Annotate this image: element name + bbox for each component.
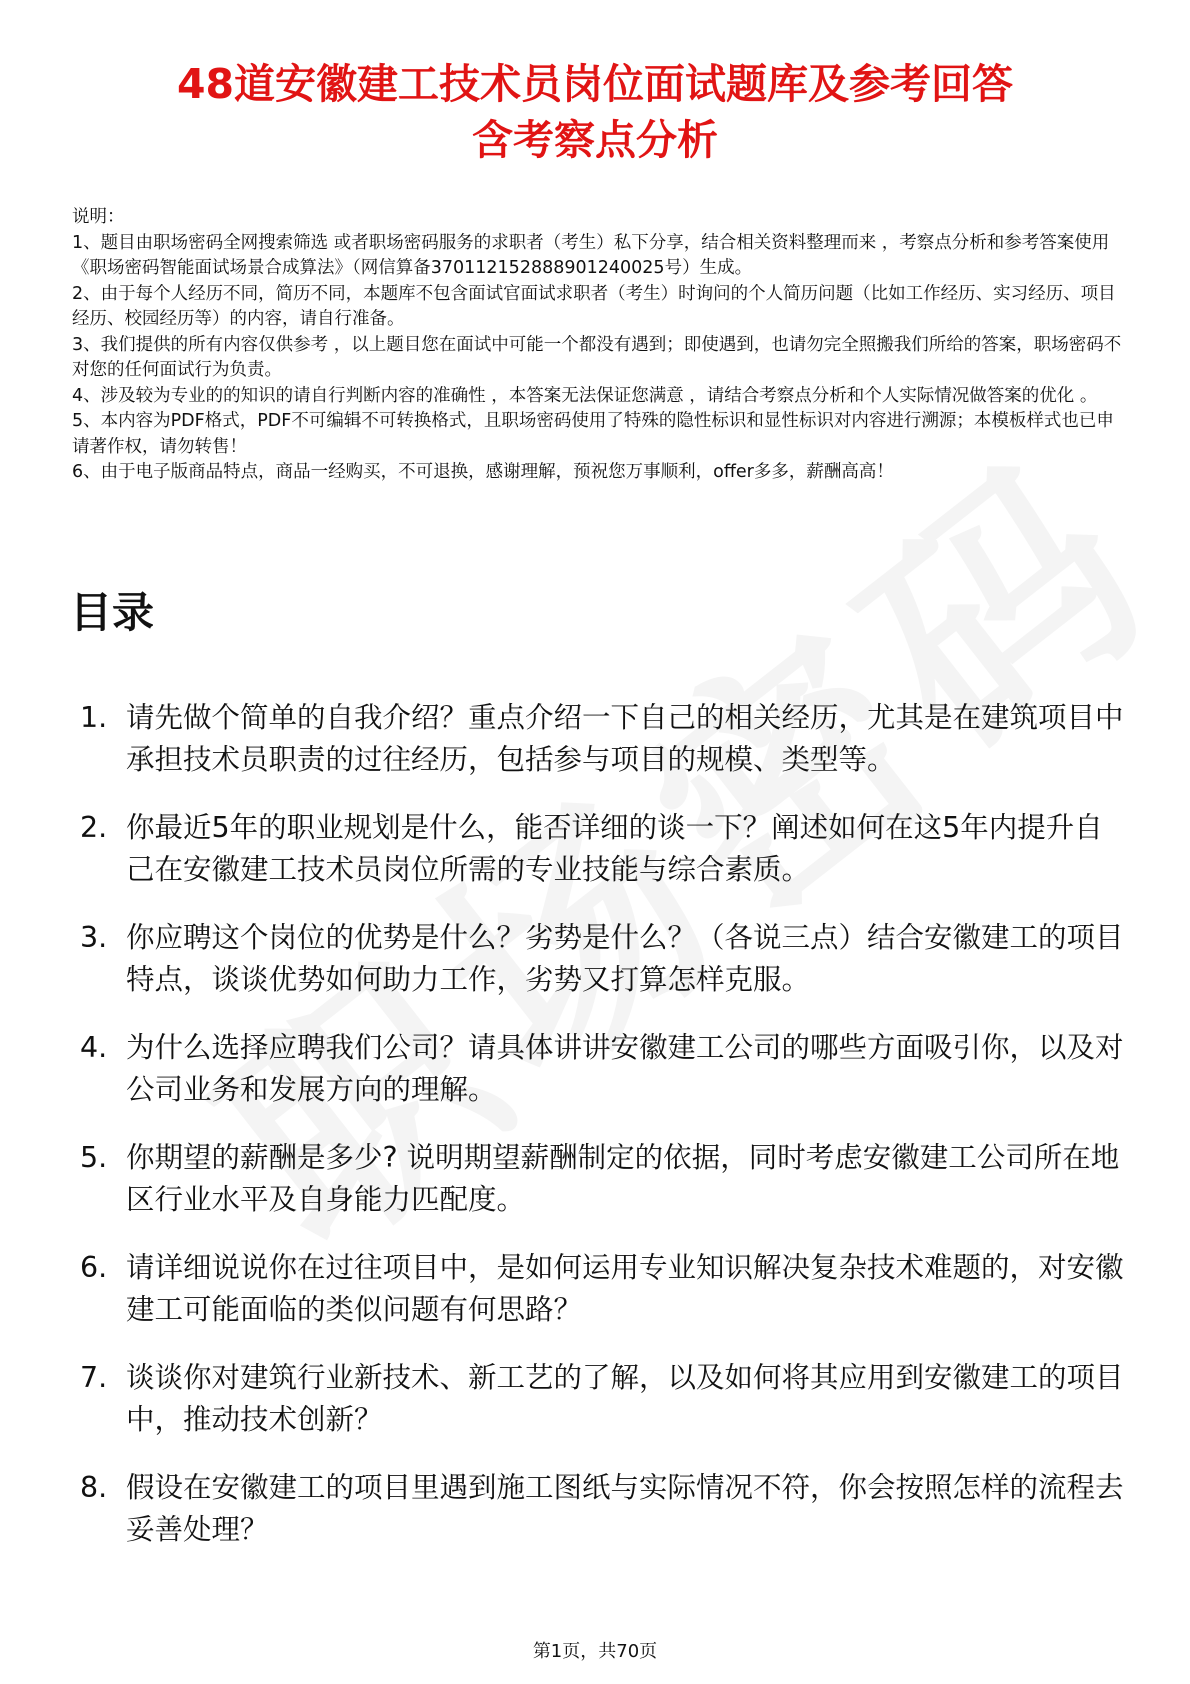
toc-item-number: 8. [80,1471,108,1504]
toc-item-text: 为什么选择应聘我们公司？请具体讲讲安徽建工公司的哪些方面吸引你，以及对公司业务和发展方向的理解。 [126,1031,1124,1106]
page-footer: 第1页，共70页 [532,1641,658,1662]
toc-item-text: 你应聘这个岗位的优势是什么？劣势是什么？（各说三点）结合安徽建工的项目特点，谈谈优势如何助力工作，劣势又打算怎样克服。 [126,921,1124,996]
toc-item-number: 2. [80,811,108,844]
toc-item-number: 7. [80,1361,108,1394]
notes-heading: 说明： [72,207,125,227]
note-item: 4、涉及较为专业的的知识的请自行判断内容的准确性 ，本答案无法保证您满意 ，请结合考察点分析和个人实际情况做答案的优化 。 [72,385,1098,406]
toc-item[interactable] [70,917,1130,1001]
toc-item-number: 1. [80,701,108,734]
note-item: 1、题目由职场密码全网搜索筛选 或者职场密码服务的求职者（考生）私下分享，结合相关资料整理而来 ，考察点分析和参考答案使用《职场密码智能面试场景合成算法》（网信算备370112152888901240025号）生成。 [72,232,1110,278]
note-item: 2、由于每个人经历不同，简历不同，本题库不包含面试官面试求职者（考生）时询问的个人简历问题（比如工作经历、实习经历、项目经历、校园经历等）的内容，请自行准备。 [72,283,1116,329]
toc-item-number: 4. [80,1031,108,1064]
toc-item-text: 请详细说说你在过往项目中，是如何运用专业知识解决复杂技术难题的，对安徽建工可能面临的类似问题有何思路？ [126,1251,1124,1326]
notes-section [72,205,1122,486]
toc-item[interactable] [70,1357,1130,1441]
title-line-2: 含考察点分析 [472,116,718,164]
toc-heading: 目录 [70,588,155,637]
toc-item-text: 请先做个简单的自我介绍？重点介绍一下自己的相关经历，尤其是在建筑项目中承担技术员职责的过往经历，包括参与项目的规模、类型等。 [126,701,1124,776]
toc-item-text: 你期望的薪酬是多少? 说明期望薪酬制定的依据，同时考虑安徽建工公司所在地区行业水平及自身能力匹配度。 [126,1141,1120,1216]
toc-item-number: 6. [80,1251,108,1284]
toc-item-text: 你最近5年的职业规划是什么，能否详细的谈一下？阐述如何在这5年内提升自己在安徽建工技术员岗位所需的专业技能与综合素质。 [126,811,1103,886]
page-title [60,56,1130,168]
toc-item[interactable] [70,1467,1130,1551]
toc-item-text: 假设在安徽建工的项目里遇到施工图纸与实际情况不符，你会按照怎样的流程去妥善处理？ [126,1471,1124,1546]
note-item: 6、由于电子版商品特点，商品一经购买，不可退换，感谢理解，预祝您万事顺利，offer多多，薪酬高高！ [72,462,894,482]
note-item: 5、本内容为PDF格式，PDF不可编辑不可转换格式，且职场密码使用了特殊的隐性标识和显性标识对内容进行溯源；本模板样式也已申请著作权，请勿转售！ [72,411,1114,457]
note-item: 3、我们提供的所有内容仅供参考 ，以上题目您在面试中可能一个都没有遇到；即使遇到，也请勿完全照搬我们所给的答案，职场密码不对您的任何面试行为负责。 [72,334,1122,380]
toc-item-number: 5. [80,1141,108,1174]
toc-item-text: 谈谈你对建筑行业新技术、新工艺的了解，以及如何将其应用到安徽建工的项目中，推动技术创新？ [126,1361,1124,1436]
title-line-1: 48道安徽建工技术员岗位面试题库及参考回答 [176,60,1014,108]
toc-item[interactable] [70,1027,1130,1111]
toc-list [70,697,1130,1577]
toc-item-number: 3. [80,921,108,954]
toc-item[interactable] [70,697,1130,781]
toc-item[interactable] [70,1247,1130,1331]
toc-item[interactable] [70,807,1130,891]
toc-item[interactable] [70,1137,1130,1221]
